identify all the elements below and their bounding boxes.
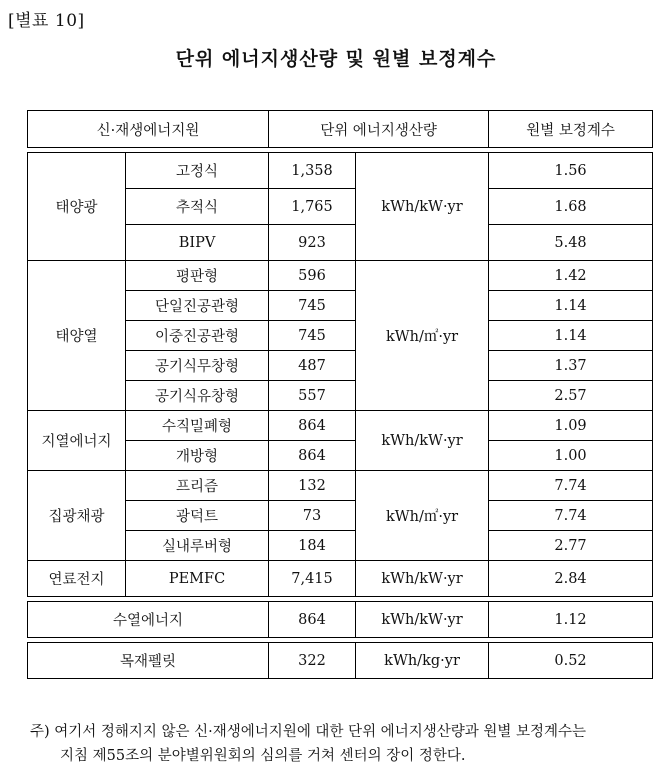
footnote (30, 720, 660, 768)
value-cell: 557 (269, 381, 356, 411)
type-cell: 평판형 (126, 261, 269, 291)
unit-cell: kWh/kg·yr (356, 643, 489, 679)
table-row (28, 261, 653, 291)
table-row (28, 471, 653, 501)
table-row (28, 411, 653, 441)
coef-cell: 1.56 (489, 153, 653, 189)
coef-cell: 7.74 (489, 501, 653, 531)
value-cell: 322 (269, 643, 356, 679)
value-cell: 596 (269, 261, 356, 291)
type-cell: BIPV (126, 225, 269, 261)
value-cell: 487 (269, 351, 356, 381)
value-cell: 184 (269, 531, 356, 561)
value-cell: 1,765 (269, 189, 356, 225)
footnote-line-2: 지침 제55조의 분야별위원회의 심의를 거쳐 센터의 장이 정한다. (60, 748, 466, 764)
page-title: 단위 에너지생산량 및 원별 보정계수 (175, 48, 497, 70)
type-cell: 이중진공관형 (126, 321, 269, 351)
unit-cell: kWh/kW·yr (356, 411, 489, 471)
unit-cell: kWh/㎡·yr (356, 261, 489, 411)
coef-cell: 1.00 (489, 441, 653, 471)
header-correction: 원별 보정계수 (489, 111, 653, 148)
annex-tag: [별표 10] (8, 11, 85, 31)
type-cell: 광덕트 (126, 501, 269, 531)
coef-cell: 1.14 (489, 321, 653, 351)
type-cell: 공기식무창형 (126, 351, 269, 381)
table-row (28, 602, 653, 638)
type-cell: 수직밀폐형 (126, 411, 269, 441)
group-fuel-cell: 연료전지 (28, 561, 126, 597)
coef-cell: 1.12 (489, 602, 653, 638)
value-cell: 864 (269, 602, 356, 638)
table-row (28, 153, 653, 189)
type-cell: 단일진공관형 (126, 291, 269, 321)
table-header-row (28, 111, 653, 148)
table-row (28, 643, 653, 679)
table-row (28, 561, 653, 597)
coef-cell: 0.52 (489, 643, 653, 679)
value-cell: 745 (269, 321, 356, 351)
value-cell: 1,358 (269, 153, 356, 189)
header-unit-output: 단위 에너지생산량 (269, 111, 489, 148)
type-cell: 개방형 (126, 441, 269, 471)
coef-cell: 2.77 (489, 531, 653, 561)
unit-cell: kWh/kW·yr (356, 153, 489, 261)
group-solar-thermal: 태양열 (28, 261, 126, 411)
type-cell: 실내루버형 (126, 531, 269, 561)
coef-cell: 5.48 (489, 225, 653, 261)
coef-cell: 1.68 (489, 189, 653, 225)
header-source: 신·재생에너지원 (28, 111, 269, 148)
value-cell: 7,415 (269, 561, 356, 597)
unit-cell: kWh/kW·yr (356, 561, 489, 597)
coef-cell: 7.74 (489, 471, 653, 501)
group-solar-pv: 태양광 (28, 153, 126, 261)
coef-cell: 1.14 (489, 291, 653, 321)
type-cell: 추적식 (126, 189, 269, 225)
unit-cell: kWh/kW·yr (356, 602, 489, 638)
energy-table (27, 110, 653, 679)
coef-cell: 2.84 (489, 561, 653, 597)
value-cell: 864 (269, 441, 356, 471)
type-cell: 고정식 (126, 153, 269, 189)
group-wood-pellet: 목재펠릿 (28, 643, 269, 679)
group-hydrothermal: 수열에너지 (28, 602, 269, 638)
value-cell: 923 (269, 225, 356, 261)
type-cell: 프리즘 (126, 471, 269, 501)
group-daylighting: 집광채광 (28, 471, 126, 561)
coef-cell: 1.42 (489, 261, 653, 291)
coef-cell: 1.37 (489, 351, 653, 381)
value-cell: 745 (269, 291, 356, 321)
group-geothermal: 지열에너지 (28, 411, 126, 471)
footnote-line-1: 주) 여기서 정해지지 않은 신·재생에너지원에 대한 단위 에너지생산량과 원별 보정계수는 (30, 724, 586, 740)
value-cell: 132 (269, 471, 356, 501)
type-cell: PEMFC (126, 561, 269, 597)
coef-cell: 2.57 (489, 381, 653, 411)
value-cell: 864 (269, 411, 356, 441)
unit-cell: kWh/㎡·yr (356, 471, 489, 561)
type-cell: 공기식유창형 (126, 381, 269, 411)
coef-cell: 1.09 (489, 411, 653, 441)
value-cell: 73 (269, 501, 356, 531)
